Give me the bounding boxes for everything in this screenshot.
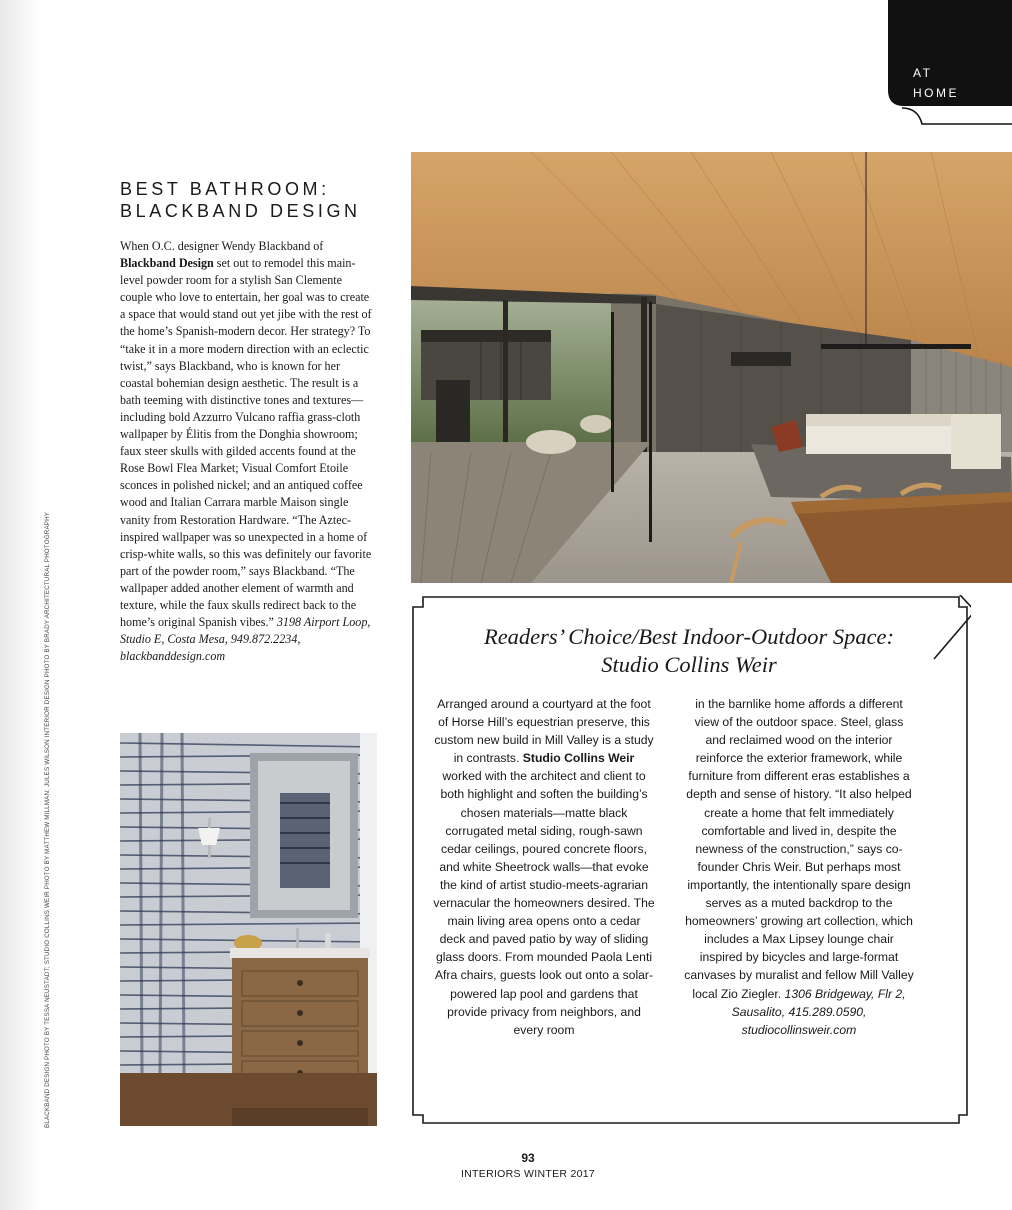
callout-title bbox=[429, 623, 949, 679]
page-number: 93 bbox=[521, 1151, 535, 1165]
section-tab-line1: AT bbox=[913, 66, 933, 80]
callout-col1-text-a: Arranged around a courtyard at the foot of Horse Hill’s equestrian preserve, this custom new build in Mill Valley is a study in contrasts. bbox=[434, 697, 654, 766]
bathroom-illustration bbox=[120, 733, 377, 1126]
headline-line-2: BLACKBAND DESIGN bbox=[120, 201, 361, 221]
publication-line: INTERIORS WINTER 2017 bbox=[460, 1168, 596, 1180]
bathroom-company-name: Blackband Design bbox=[120, 256, 214, 271]
bathroom-body-intro: When O.C. designer Wendy Blackband of bbox=[120, 239, 324, 253]
house-illustration bbox=[411, 152, 1012, 583]
section-tab-shape bbox=[888, 0, 1012, 126]
section-tab-line2: HOME bbox=[913, 86, 959, 100]
callout-col2-text: in the barnlike home affords a different view of the outdoor space. Steel, glass and reclaimed wood on the interior reinforce the exterior framework, while furniture from different eras establishes a depth and sense of history. “It also helped create a home that felt immediately comfortable and lived in, despite the newness of the construction,” says co-founder Chris Weir. But perhaps most importantly, the intentionally spare design serves as a muted backdrop to the homeowners’ growing art collection, which includes a Max Lipsey lounge chair inspired by bicycles and large-format canvases by muralist and fellow Mill Valley local Zio Ziegler. bbox=[684, 697, 914, 1001]
callout-company-name: Studio Collins Weir bbox=[522, 751, 635, 766]
photo-credit: BLACKBAND DESIGN PHOTO BY TESSA NEUSTADT; STUDIO COLLINS WEIR PHOTO BY MATTHEW MILLMAN; JULES WILSON INTERIOR DESIGN PHOTO BY BRADY ARCHITECTURAL PHOTOGRAPHY bbox=[44, 511, 51, 1128]
bathroom-photo bbox=[120, 733, 377, 1126]
callout-column-1 bbox=[433, 695, 655, 1039]
callout-title-line2: Studio Collins Weir bbox=[601, 652, 777, 677]
bathroom-headline bbox=[120, 178, 410, 222]
headline-line-1: BEST BATHROOM: bbox=[120, 179, 330, 199]
page-edge-shade bbox=[0, 0, 40, 1210]
bathroom-address: 3198 Airport Loop, Studio E, Costa Mesa, 949.872.2234, blackbanddesign.com bbox=[120, 615, 371, 664]
callout-column-2 bbox=[683, 695, 915, 1039]
section-tab bbox=[888, 0, 1012, 126]
indoor-outdoor-callout bbox=[411, 595, 971, 1125]
bathroom-body-text: set out to remodel this main-level powder room for a stylish San Clemente couple who love to entertain, her goal was to create a space that would stand out yet jibe with the rest of the home’s Spanish-modern decor. Her strategy? To “take it in a more modern direction with an eclectic twist,” says Blackband, who is known for her coastal bohemian design aesthetic. The result is a bath teeming with distinctive tones and textures—including bold Azzurro Vulcano raffia grass-cloth wallpaper by Élitis from the Donghia showroom; faux steer skulls with gilded accents found at the Rose Bowl Flea Market; Visual Comfort Etoile sconces in polished nickel; and an antiqued coffee wood and Italian Carrara marble Maison single vanity from Restoration Hardware. “The Aztec-inspired wallpaper was so unexpected in a home of crisp-white walls, so this was definitely our favorite part of the powder room,” says Blackband. “The wallpaper added another element of warmth and texture, while the faux skulls redirect back to the home’s original Spanish vibes.” bbox=[120, 256, 372, 630]
indoor-outdoor-photo bbox=[411, 152, 1012, 583]
callout-address: 1306 Bridgeway, Flr 2, Sausalito, 415.289.0590, studiocollinsweir.com bbox=[731, 986, 906, 1037]
callout-col1-text-b: worked with the architect and client to both highlight and soften the building’s chosen materials—matte black corrugated metal siding, rough-sawn cedar ceilings, poured concrete floors, and white Sheetrock walls—that evoke the kind of artist studio-meets-agrarian vernacular the homeowners desired. The main living area opens onto a cedar deck and paved patio by way of sliding glass doors. From mounded Paola Lenti Afra chairs, guests look out onto a solar-powered lap pool and gardens that provide privacy from neighbors, and every room bbox=[433, 769, 655, 1037]
callout-title-line1: Readers’ Choice/Best Indoor-Outdoor Space: bbox=[483, 624, 895, 649]
bathroom-body bbox=[120, 238, 376, 665]
